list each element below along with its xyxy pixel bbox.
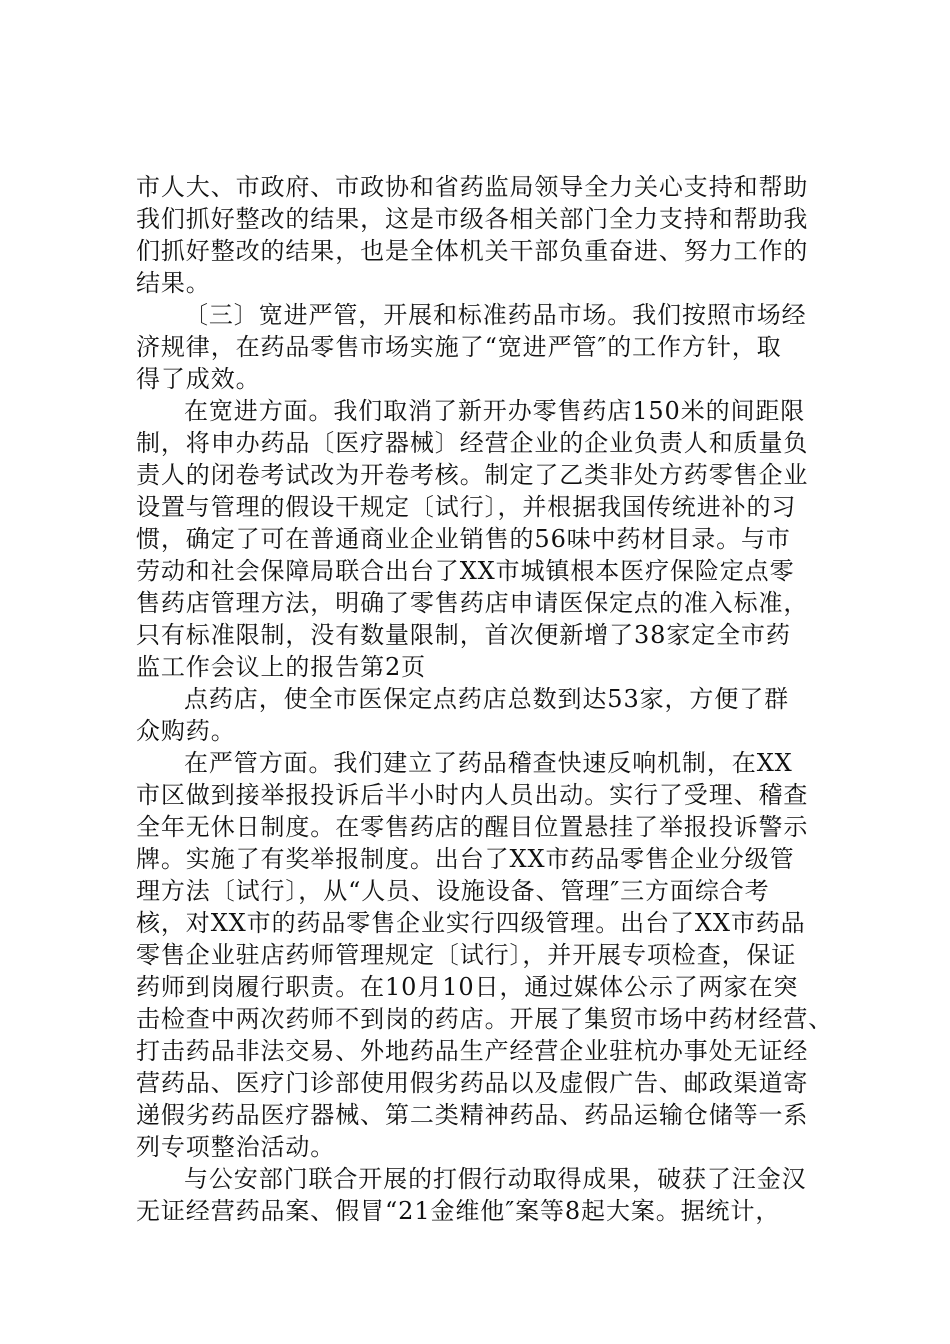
text-line: 理方法〔试行〕，从“人员、设施设备、管理″三方面综合考: [136, 877, 770, 905]
paragraph-first-line: 点药店，使全市医保定点药店总数到达53家，方便了群: [184, 685, 790, 713]
paragraph-first-line: 在宽进方面。我们取消了新开办零售药店150米的间距限: [184, 397, 806, 425]
text-line: 售药店管理方法，明确了零售药店申请医保定点的准入标准，: [136, 589, 809, 617]
text-line: 市区做到接举报投诉后半小时内人员出动。实行了受理、稽查: [136, 781, 809, 809]
text-line: 击检查中两次药师不到岗的药店。开展了集贸市场中药材经营、: [136, 1005, 834, 1033]
text-line: 济规律，在药品零售市场实施了“宽进严管″的工作方针，取: [136, 333, 782, 361]
text-line: 列专项整治活动。: [136, 1133, 336, 1161]
text-line: 牌。实施了有奖举报制度。出台了XX市药品零售企业分级管: [136, 845, 795, 873]
text-line: 制，将申办药品〔医疗器械〕经营企业的企业负责人和质量负: [136, 429, 809, 457]
page-footer-line: 监工作会议上的报告第2页: [136, 653, 427, 681]
text-line: 无证经营药品案、假冒“21金维他″案等8起大案。据统计，: [136, 1197, 781, 1225]
paragraph-first-line: 与公安部门联合开展的打假行动取得成果，破获了汪金汉: [184, 1165, 807, 1193]
text-line: 营药品、医疗门诊部使用假劣药品以及虚假广告、邮政渠道寄: [136, 1069, 809, 1097]
text-line: 只有标准限制，没有数量限制，首次便新增了38家定全市药: [136, 621, 791, 649]
text-line: 我们抓好整改的结果，这是市级各相关部门全力支持和帮助我: [136, 205, 809, 233]
text-line: 零售企业驻店药师管理规定〔试行〕，并开展专项检查，保证: [136, 941, 797, 969]
text-line: 结果。: [136, 269, 211, 297]
text-line: 们抓好整改的结果，也是全体机关干部负重奋进、努力工作的: [136, 237, 809, 265]
text-line: 劳动和社会保障局联合出台了XX市城镇根本医疗保险定点零: [136, 557, 795, 585]
text-line: 核，对XX市的药品零售企业实行四级管理。出台了XX市药品: [136, 909, 806, 937]
text-line: 全年无休日制度。在零售药店的醒目位置悬挂了举报投诉警示: [136, 813, 809, 841]
text-line: 得了成效。: [136, 365, 261, 393]
text-line: 市人大、市政府、市政协和省药监局领导全力关心支持和帮助: [136, 173, 809, 201]
text-line: 众购药。: [136, 717, 236, 745]
text-line: 打击药品非法交易、外地药品生产经营企业驻杭办事处无证经: [136, 1037, 809, 1065]
text-line: 惯，确定了可在普通商业企业销售的56味中药材目录。与市: [136, 525, 791, 553]
text-line: 递假劣药品医疗器械、第二类精神药品、药品运输仓储等一系: [136, 1101, 809, 1129]
text-line: 责人的闭卷考试改为开卷考核。制定了乙类非处方药零售企业: [136, 461, 809, 489]
text-line: 设置与管理的假设干规定〔试行〕，并根据我国传统进补的习: [136, 493, 797, 521]
text-line: 药师到岗履行职责。在10月10日，通过媒体公示了两家在突: [136, 973, 799, 1001]
paragraph-first-line: 〔三〕宽进严管，开展和标准药品市场。我们按照市场经: [184, 301, 807, 329]
paragraph-first-line: 在严管方面。我们建立了药品稽查快速反响机制，在XX: [184, 749, 793, 777]
